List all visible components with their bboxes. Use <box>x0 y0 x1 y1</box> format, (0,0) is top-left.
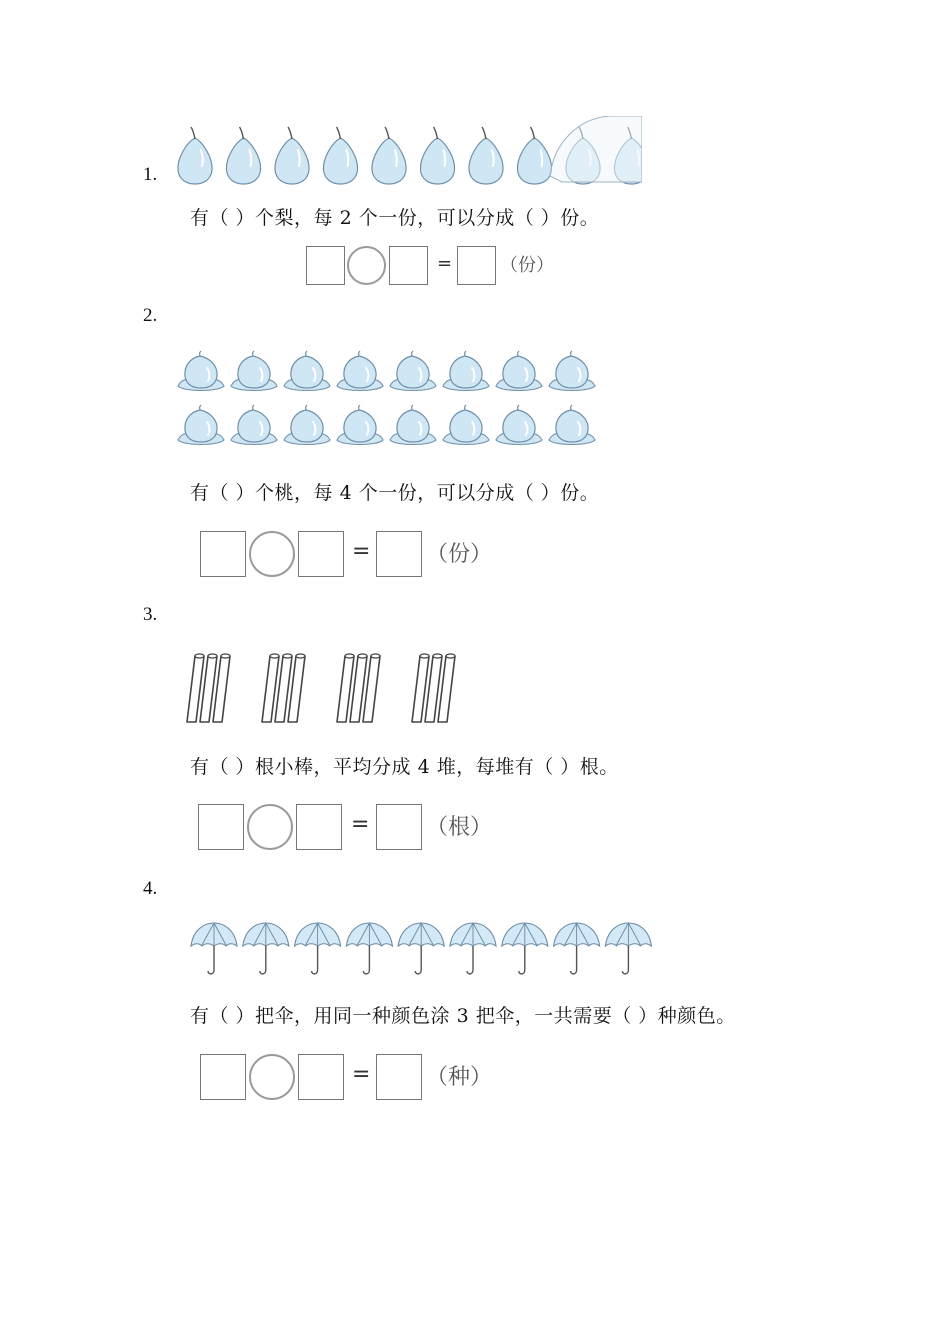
pear-icon <box>275 127 309 184</box>
question-4-equation <box>200 1054 500 1100</box>
operator-circle[interactable] <box>249 531 295 577</box>
umbrella-icon <box>502 923 548 974</box>
peach-group <box>172 348 612 453</box>
question-2-equation <box>200 531 500 577</box>
peach-icon <box>337 405 383 445</box>
pear-icon <box>372 127 406 184</box>
answer-box-dividend[interactable] <box>200 1054 246 1100</box>
stick-bundle <box>262 654 305 722</box>
peach-icon <box>390 405 436 445</box>
answer-box-divisor[interactable] <box>389 246 428 285</box>
stick-group <box>185 650 475 728</box>
unit-label: （根） <box>426 815 493 840</box>
question-1-equation <box>306 246 566 284</box>
peach-icon <box>178 351 224 391</box>
question-3-equation <box>198 804 498 850</box>
answer-box-divisor[interactable] <box>298 1054 344 1100</box>
peach-icon <box>496 405 542 445</box>
answer-box-result[interactable] <box>376 804 422 850</box>
umbrella-icon <box>450 923 496 974</box>
umbrella-icon <box>191 923 237 974</box>
pear-icon <box>226 127 260 184</box>
umbrella-icon <box>554 923 600 974</box>
question-1-number: 1. <box>143 164 158 185</box>
equals-sign: = <box>352 539 371 564</box>
pear-group <box>170 116 642 186</box>
answer-box-dividend[interactable] <box>200 531 246 577</box>
pear-icon <box>469 127 503 184</box>
peach-icon <box>390 351 436 391</box>
stick-bundle <box>337 654 380 722</box>
umbrella-group <box>188 920 658 980</box>
peach-icon <box>337 351 383 391</box>
umbrella-icon <box>398 923 444 974</box>
equals-sign: = <box>351 812 370 837</box>
question-2-text: 有（ ）个桃，每 4 个一份，可以分成（ ）份。 <box>190 482 600 504</box>
unit-label: （份） <box>500 255 554 276</box>
operator-circle[interactable] <box>249 1054 295 1100</box>
pear-icon <box>517 127 551 184</box>
question-3-text: 有（ ）根小棒，平均分成 4 堆，每堆有（ ）根。 <box>190 756 619 778</box>
pear-icon <box>178 127 212 184</box>
peach-icon <box>231 351 277 391</box>
unit-label: （种） <box>426 1065 493 1090</box>
umbrella-icon <box>346 923 392 974</box>
answer-box-divisor[interactable] <box>298 531 344 577</box>
equals-sign: = <box>352 1062 371 1087</box>
answer-box-dividend[interactable] <box>198 804 244 850</box>
peach-icon <box>549 351 595 391</box>
peach-icon <box>284 405 330 445</box>
pear-icon <box>420 127 454 184</box>
peach-icon <box>549 405 595 445</box>
answer-box-result[interactable] <box>457 246 496 285</box>
answer-box-result[interactable] <box>376 531 422 577</box>
peach-icon <box>443 405 489 445</box>
peach-icon <box>178 405 224 445</box>
umbrella-icon <box>295 923 341 974</box>
question-4-text: 有（ ）把伞，用同一种颜色涂 3 把伞，一共需要（ ）种颜色。 <box>190 1005 736 1027</box>
answer-box-result[interactable] <box>376 1054 422 1100</box>
unit-label: （份） <box>426 542 493 567</box>
answer-box-divisor[interactable] <box>296 804 342 850</box>
question-2-number: 2. <box>143 305 158 326</box>
equals-sign: = <box>437 253 453 274</box>
answer-box-dividend[interactable] <box>306 246 345 285</box>
operator-circle[interactable] <box>347 246 386 285</box>
pear-icon <box>323 127 357 184</box>
peach-icon <box>443 351 489 391</box>
peach-icon <box>231 405 277 445</box>
peach-icon <box>284 351 330 391</box>
umbrella-icon <box>243 923 289 974</box>
question-3-number: 3. <box>143 604 158 625</box>
umbrella-icon <box>605 923 651 974</box>
operator-circle[interactable] <box>247 804 293 850</box>
question-1-text: 有（ ）个梨，每 2 个一份，可以分成（ ）份。 <box>190 207 600 229</box>
question-4-number: 4. <box>143 878 158 899</box>
peach-icon <box>496 351 542 391</box>
stick-bundle <box>187 654 230 722</box>
stick-bundle <box>412 654 455 722</box>
